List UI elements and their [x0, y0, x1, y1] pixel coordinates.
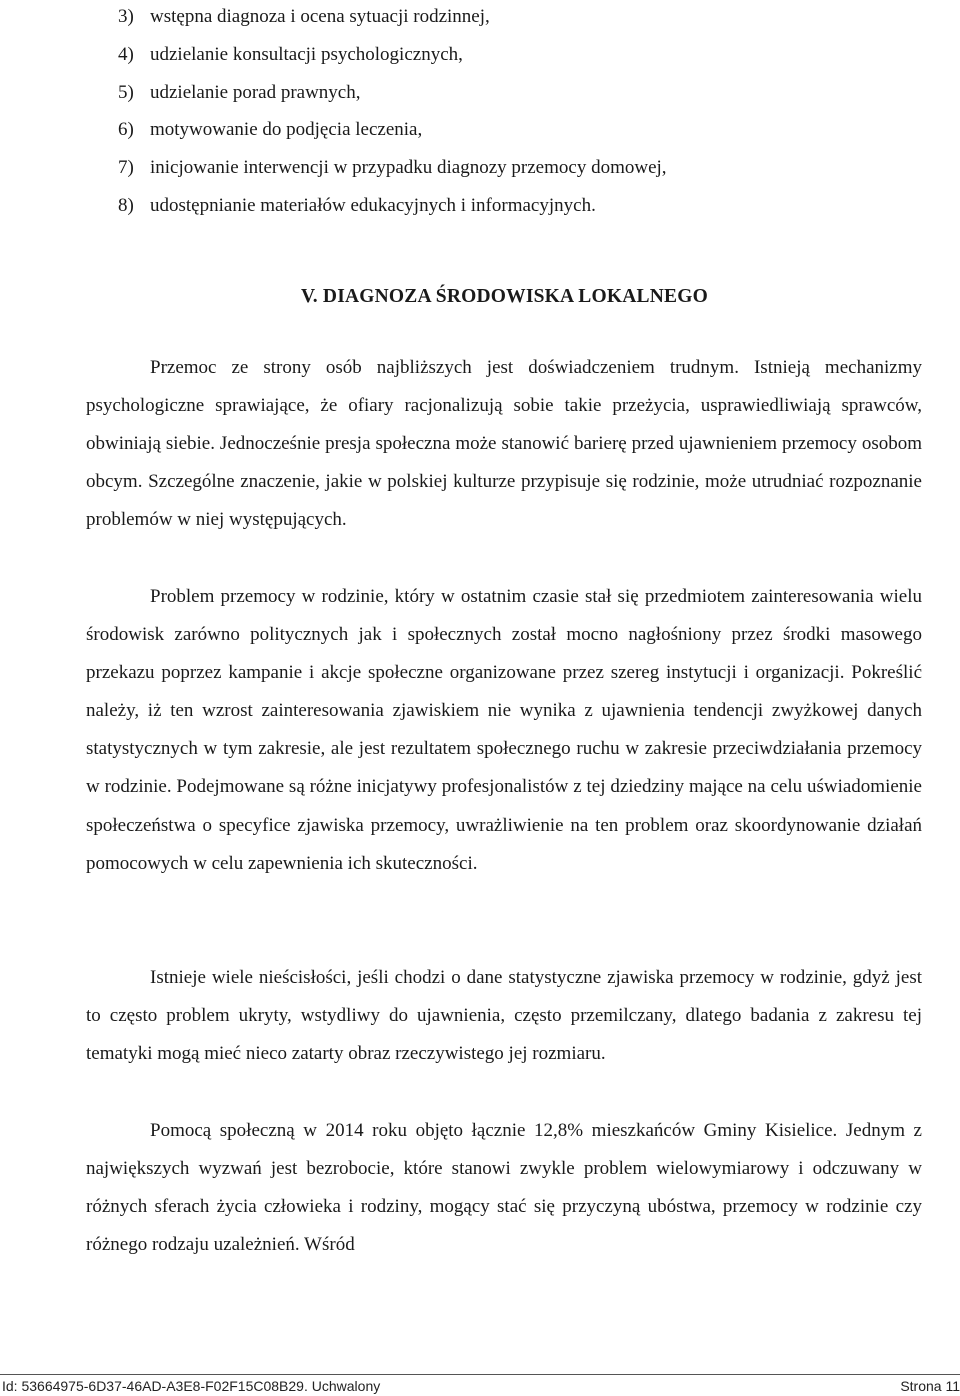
list-item-number: 5) — [118, 81, 134, 103]
list-item-text: motywowanie do podjęcia leczenia, — [150, 119, 423, 141]
numbered-list — [118, 0, 918, 225]
list-item-text: udzielanie porad prawnych, — [150, 81, 361, 103]
list-item — [118, 0, 918, 36]
list-item-text: udzielanie konsultacji psychologicznych, — [150, 43, 463, 65]
list-item — [118, 111, 918, 149]
footer-document-id: Id: 53664975-6D37-46AD-A3E8-F02F15C08B29. Uchwalony — [2, 1378, 381, 1394]
list-item-text: inicjowanie interwencji w przypadku diagnozy przemocy domowej, — [150, 157, 667, 179]
list-item-text: wstępna diagnoza i ocena sytuacji rodzinnej, — [150, 6, 490, 27]
list-item — [118, 74, 918, 112]
footer-divider — [0, 1374, 960, 1375]
list-item-number: 4) — [118, 43, 134, 65]
list-item-number: 8) — [118, 194, 134, 216]
list-item-number: 3) — [118, 6, 134, 27]
paragraph-social-assistance: Pomocą społeczną w 2014 roku objęto łącznie 12,8% mieszkańców Gminy Kisielice. Jednym z największych wyzwań jest bezrobocie, które stanowi zwykle problem wielowymiarowy i odczuwany w różnych sferach życia człowieka i rodziny, mogący stać się przyczyną ubóstwa, przemocy w rodzinie czy różnego rodzaju uzależnień. Wśród — [86, 1120, 922, 1256]
list-item-number: 7) — [118, 157, 134, 179]
list-item — [118, 36, 918, 74]
list-item — [118, 187, 918, 225]
list-item-text: udostępnianie materiałów edukacyjnych i informacyjnych. — [150, 194, 596, 216]
page-footer — [0, 1374, 960, 1396]
paragraph-statistics: Istnieje wiele nieścisłości, jeśli chodzi o dane statystyczne zjawiska przemocy w rodzinie, gdyż jest to często problem ukryty, wstydliwy do ujawnienia, często przemilczany, dlatego badania z zakresu tej tematyki mogą mieć nieco zatarty obraz rzeczywistego jej rozmiaru. — [86, 967, 922, 1065]
list-item-number: 6) — [118, 119, 134, 141]
footer-page-number: Strona 11 — [900, 1378, 960, 1394]
list-item — [118, 149, 918, 187]
section-heading: V. DIAGNOZA ŚRODOWISKA LOKALNEGO — [301, 286, 708, 307]
paragraph-problem-publicity: Problem przemocy w rodzinie, który w ostatnim czasie stał się przedmiotem zainteresowania wielu środowisk zarówno politycznych jak i społecznych został mocno nagłośniony przez środki masowego przekazu poprzez kampanie i akcje społeczne organizowane przez szereg instytucji i organizacji. Pokreślić należy, iż ten wzrost zainteresowania zjawiskiem nie wynika z ujawnienia tendencji zwyżkowej danych statystycznych w tym zakresie, ale jest rezultatem społecznego ruchu w zakresie przeciwdziałania przemocy w rodzinie. Podejmowane są różne inicjatywy profesjonalistów z tej dziedziny mające na celu uświadomienie społeczeństwa o specyfice zjawiska przemocy, uwrażliwienie na ten problem oraz skoordynowanie działań pomocowych w celu zapewnienia ich skuteczności. — [86, 586, 922, 874]
paragraph-violence-experience: Przemoc ze strony osób najbliższych jest doświadczeniem trudnym. Istnieją mechanizmy psychologiczne sprawiające, że ofiary racjonalizują sobie takie przeżycia, usprawiedliwiają sprawców, obwiniają siebie. Jednocześnie presja społeczna może stanowić barierę przed ujawnieniem przemocy osobom obcym. Szczególne znaczenie, jakie w polskiej kulturze przypisuje się rodzinie, może utrudniać rozpoznanie problemów w niej występujących. — [86, 357, 922, 531]
